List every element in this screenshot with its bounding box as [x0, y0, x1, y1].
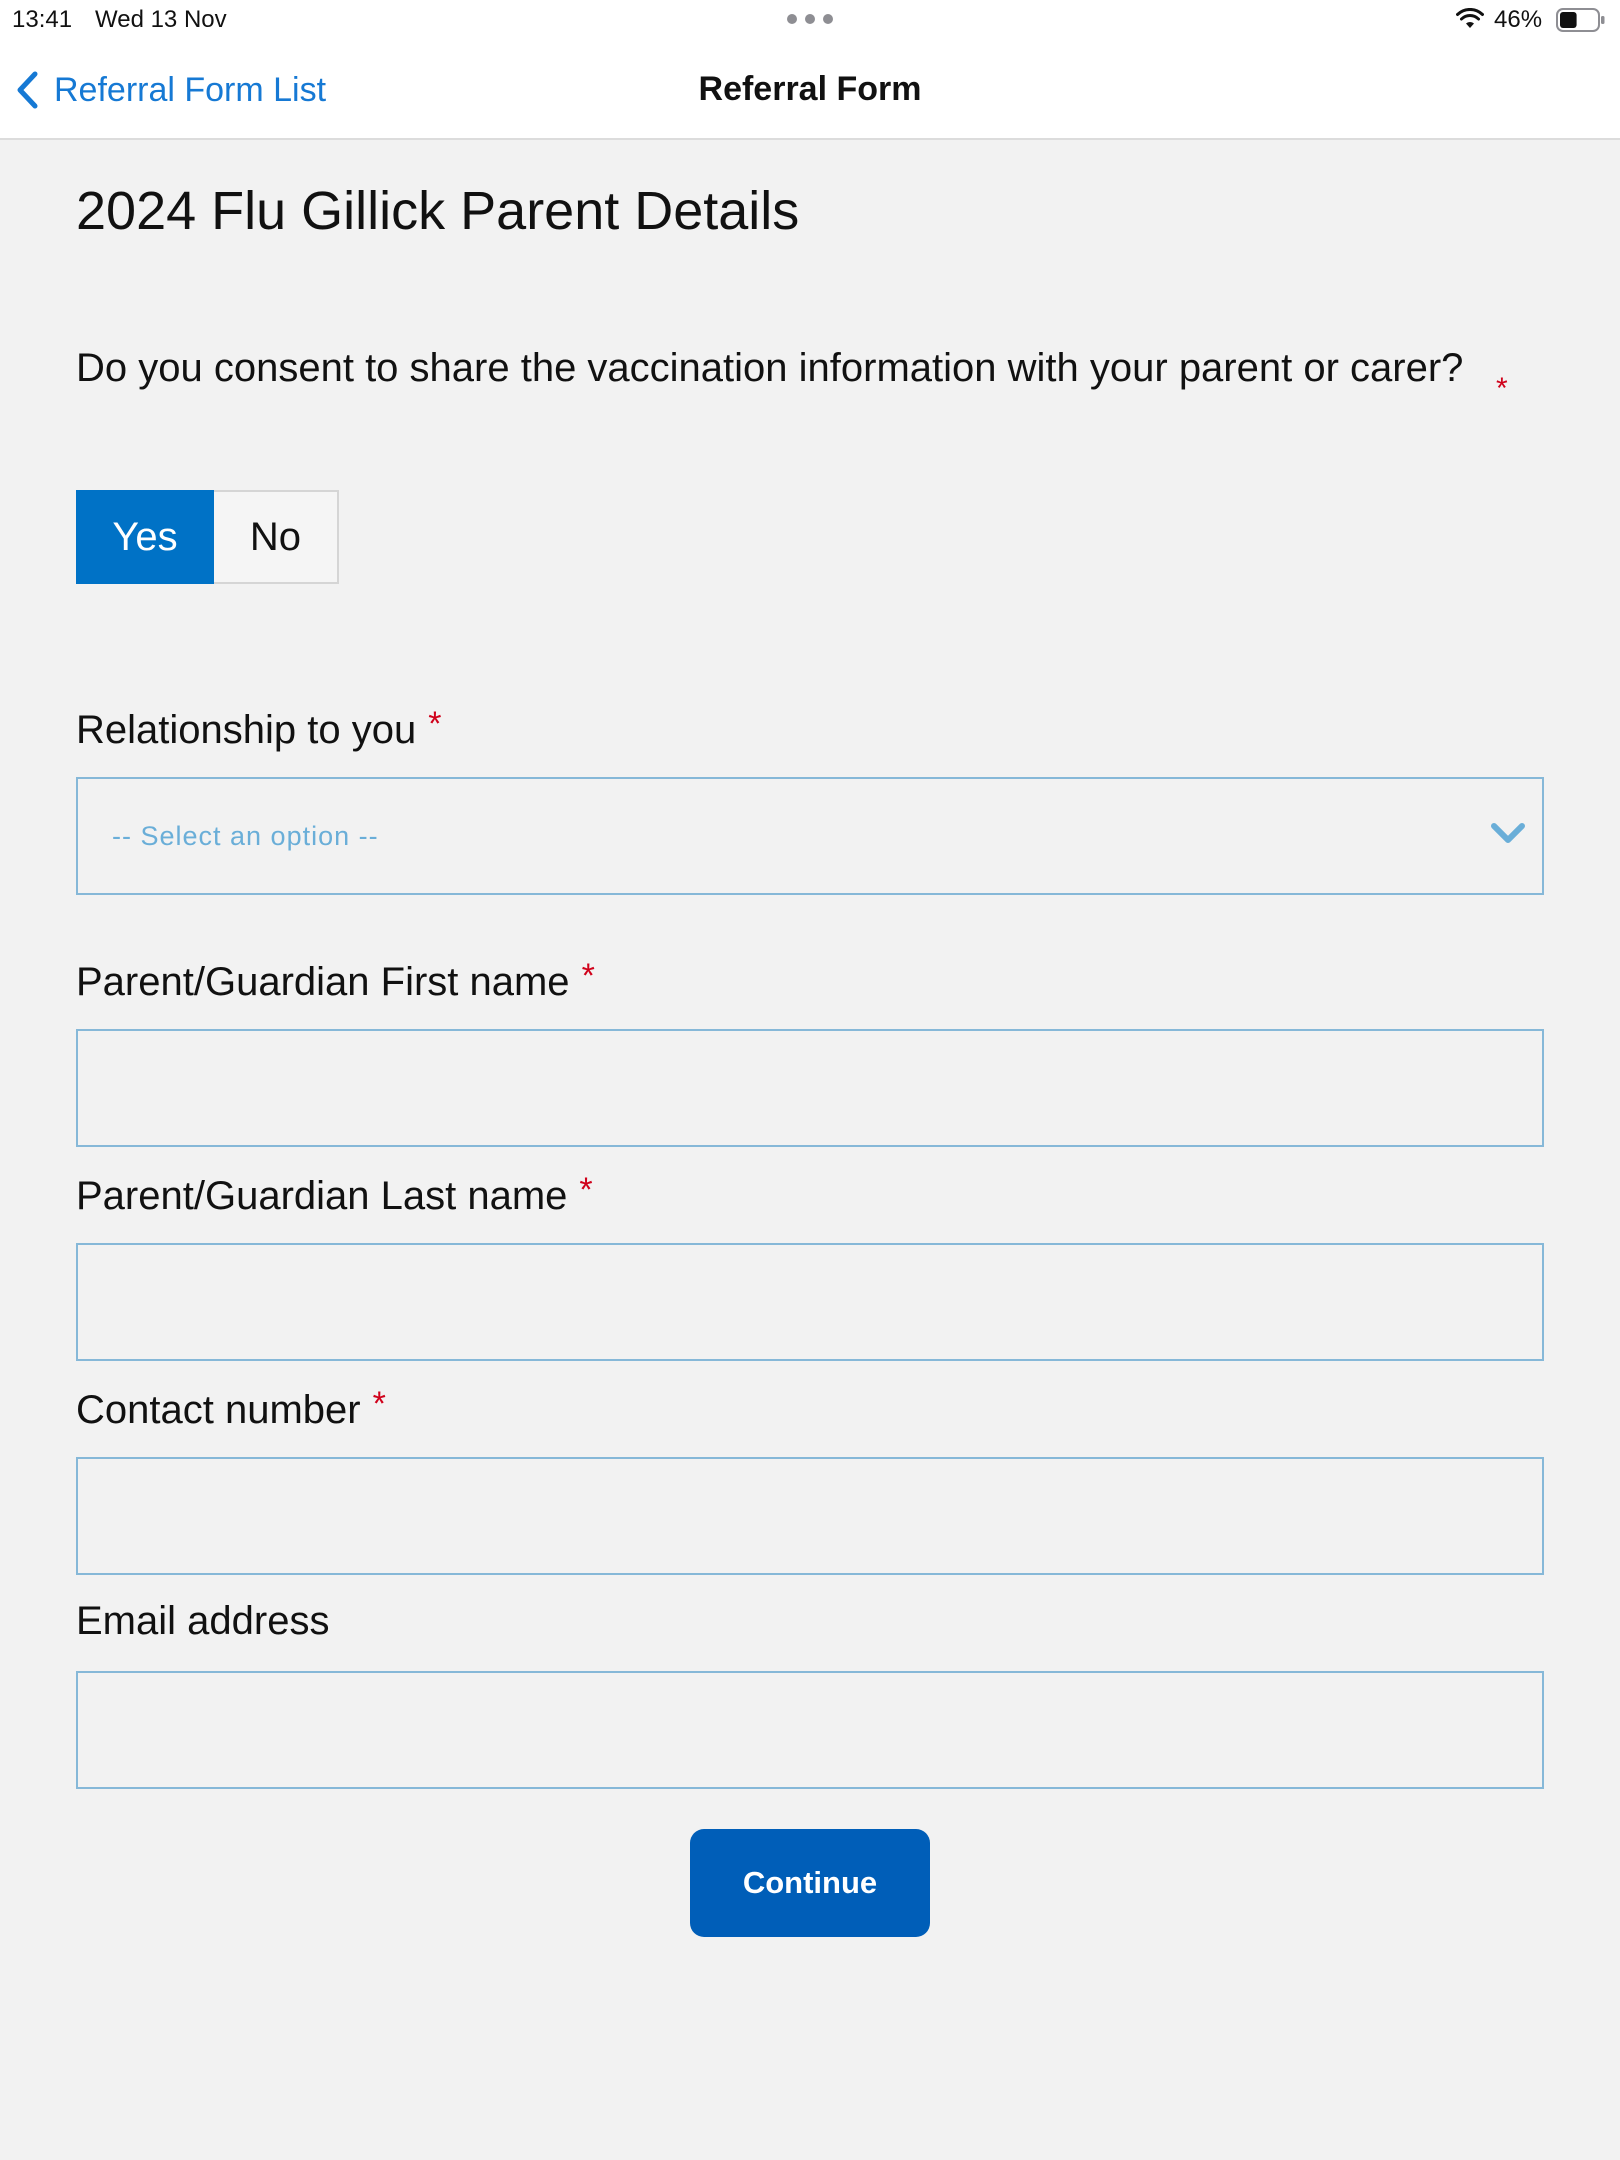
contact-number-label	[76, 1385, 386, 1433]
nav-title: Referral Form	[698, 70, 922, 108]
relationship-label	[76, 705, 441, 753]
contact-number-label-text: Contact number	[76, 1388, 361, 1432]
continue-button[interactable]: Continue	[690, 1829, 930, 1937]
status-bar	[0, 0, 1620, 40]
email-field-box	[76, 1671, 1544, 1789]
battery-percent: 46%	[1494, 6, 1543, 33]
relationship-label-text: Relationship to you	[76, 708, 417, 752]
email-label-text: Email address	[76, 1599, 330, 1643]
email-label	[76, 1599, 329, 1644]
last-name-input[interactable]	[78, 1245, 1542, 1359]
first-name-field-box	[76, 1029, 1544, 1147]
consent-question: Do you consent to share the vaccination information with your parent or carer?	[76, 346, 1464, 390]
status-date: Wed 13 Nov	[95, 6, 227, 33]
required-marker: *	[372, 1385, 386, 1423]
contact-number-field-box	[76, 1457, 1544, 1575]
status-time: 13:41	[12, 6, 73, 33]
required-marker: *	[579, 1171, 593, 1209]
wifi-icon	[1456, 8, 1484, 30]
first-name-input[interactable]	[78, 1031, 1542, 1145]
battery-icon	[1556, 8, 1606, 32]
contact-number-input[interactable]	[78, 1459, 1542, 1573]
consent-toggle	[76, 490, 339, 584]
last-name-label-text: Parent/Guardian Last name	[76, 1174, 568, 1218]
chevron-down-icon	[1490, 821, 1526, 847]
relationship-select[interactable]	[76, 777, 1544, 895]
relationship-select-placeholder: -- Select an option --	[112, 821, 379, 851]
first-name-label	[76, 957, 595, 1005]
consent-no-button[interactable]: No	[214, 490, 339, 584]
consent-yes-button[interactable]: Yes	[76, 490, 214, 584]
first-name-label-text: Parent/Guardian First name	[76, 960, 570, 1004]
required-marker: *	[581, 957, 595, 995]
page-title: 2024 Flu Gillick Parent Details	[76, 181, 800, 241]
email-input[interactable]	[78, 1673, 1542, 1787]
back-button-label: Referral Form List	[54, 70, 327, 109]
last-name-label	[76, 1171, 593, 1219]
required-marker: *	[428, 705, 442, 743]
required-marker: *	[1496, 372, 1508, 405]
navigation-bar	[0, 40, 1620, 140]
multitasking-dots-icon[interactable]	[787, 14, 833, 24]
last-name-field-box	[76, 1243, 1544, 1361]
